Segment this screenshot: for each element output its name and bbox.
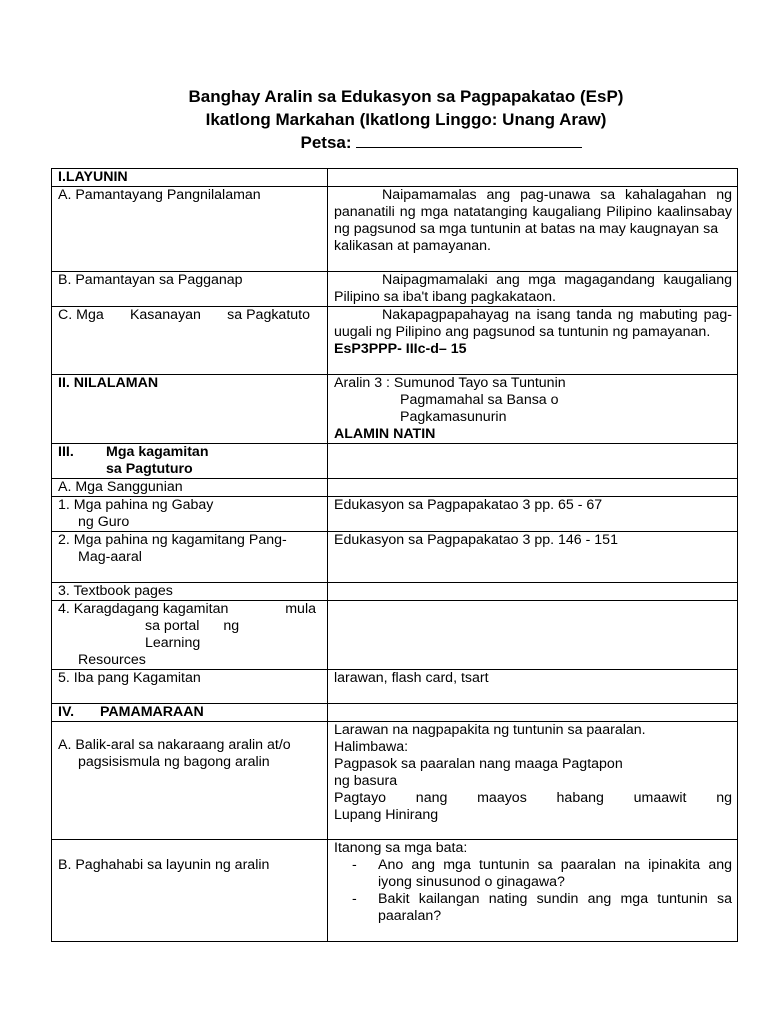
pamantayan-sa-pagganap-text: Naipagmamalaki ang mga magagandang kaugaliang Pilipino sa iba't ibang pagkakataon. xyxy=(328,272,738,307)
table-row xyxy=(52,704,738,722)
balik-aral-line-6: Lupang Hinirang xyxy=(334,807,439,823)
portal-label-4: Resources xyxy=(78,652,146,668)
paghahabi-label-text: B. Paghahabi sa layunin ng aralin xyxy=(58,857,270,873)
paghahabi-content xyxy=(328,840,738,942)
table-row xyxy=(52,601,738,670)
document-title: Banghay Aralin sa Edukasyon sa Pagpapakatao (EsP) xyxy=(188,87,624,106)
kasanayan-label xyxy=(52,307,328,375)
alamin-natin: ALAMIN NATIN xyxy=(334,426,436,442)
date-line xyxy=(57,132,768,154)
table-row xyxy=(52,169,738,187)
layunin-heading: I.LAYUNIN xyxy=(52,169,328,187)
paghahabi-label xyxy=(52,840,328,942)
pamantayan-sa-pagganap-label: B. Pamantayan sa Pagganap xyxy=(52,272,328,307)
date-label: Petsa: xyxy=(300,133,352,152)
mag-aaral-value: Edukasyon sa Pagpapakatao 3 pp. 146 - 151 xyxy=(328,532,738,583)
balik-aral-line-5: Pagtayo nang maayos habang umaawit ng xyxy=(334,790,732,806)
aralin-subtitle-1: Pagmamahal sa Bansa o xyxy=(400,392,559,408)
kasanayan-label-2: Kasanayan xyxy=(129,307,201,323)
portal-label-1a: 4. Karagdagang kagamitan xyxy=(58,601,229,617)
kagamitan-heading xyxy=(52,444,328,479)
aralin-title: Aralin 3 : Sumunod Tayo sa Tuntunin xyxy=(334,375,566,391)
table-row xyxy=(52,497,738,532)
table-row xyxy=(52,307,738,375)
pamamaraan-heading xyxy=(52,704,328,722)
iba-pang-kagamitan-value: larawan, flash card, tsart xyxy=(328,670,738,704)
kagamitan-number: III. xyxy=(58,444,74,460)
kasanayan-label-3: sa Pagkatuto xyxy=(227,307,310,323)
balik-aral-label-1: A. Balik-aral sa nakaraang aralin at/o xyxy=(58,737,291,753)
mag-aaral-label-2: Mag-aaral xyxy=(78,549,142,565)
document-subtitle: Ikatlong Markahan (Ikatlong Linggo: Unang Araw) xyxy=(205,110,607,129)
table-row xyxy=(52,840,738,942)
balik-aral-content xyxy=(328,722,738,840)
kasanayan-text xyxy=(328,307,738,375)
table-row xyxy=(52,375,738,444)
empty-cell xyxy=(328,479,738,497)
balik-aral-line-1: Larawan na nagpapakita ng tuntunin sa paaralan. xyxy=(334,722,646,738)
pamantayang-pangnilalaman-text xyxy=(328,187,738,272)
list-item xyxy=(334,857,732,891)
question-1: Ano ang mga tuntunin sa paaralan na ipinakita ang iyong sinusunod o ginagawa? xyxy=(378,857,732,890)
kasanayan-label-1: C. Mga xyxy=(58,307,104,323)
textbook-label: 3. Textbook pages xyxy=(52,583,328,601)
balik-aral-line-3: Pagpasok sa paaralan nang maaga Pagtapon xyxy=(334,756,623,772)
portal-label-2a: sa portal xyxy=(145,618,200,634)
mag-aaral-label-1: 2. Mga pahina ng kagamitang Pang- xyxy=(58,532,287,548)
kasanayan-body: Nakapagpapahayag na isang tanda ng mabuting pag-uugali ng Pilipino ang pagsunod sa tuntunin ng pamayanan. xyxy=(334,307,732,340)
portal-label-2b: ng xyxy=(223,618,240,634)
iba-pang-kagamitan-label: 5. Iba pang Kagamitan xyxy=(52,670,328,704)
pamamaraan-title: PAMAMARAAN xyxy=(100,704,204,720)
gabay-label-1: 1. Mga pahina ng Gabay xyxy=(58,497,214,513)
nilalaman-heading: II. NILALAMAN xyxy=(52,375,328,444)
pamantayang-pangnilalaman-end: kalikasan at pamayanan. xyxy=(334,238,491,254)
pamantayang-pangnilalaman-label: A. Pamantayang Pangnilalaman xyxy=(52,187,328,272)
gabay-label-2: ng Guro xyxy=(78,514,130,530)
empty-cell xyxy=(328,444,738,479)
pamantayang-pangnilalaman-body: Naipamamalas ang pag-unawa sa kahalagahan ng pananatili ng mga natatanging kaugaliang Pilipino kaalinsabay ng pagsunod sa mga tuntunin at batas na may kaugnayan sa xyxy=(334,187,732,237)
table-row xyxy=(52,444,738,479)
table-row xyxy=(52,479,738,497)
mag-aaral-label xyxy=(52,532,328,583)
gabay-value: Edukasyon sa Pagpapakatao 3 pp. 65 - 67 xyxy=(328,497,738,532)
sanggunian-label: A. Mga Sanggunian xyxy=(52,479,328,497)
balik-aral-line-2: Halimbawa: xyxy=(334,739,409,755)
balik-aral-label-2: pagsisismula ng bagong aralin xyxy=(78,754,270,770)
table-row xyxy=(52,187,738,272)
gabay-label xyxy=(52,497,328,532)
pamamaraan-number: IV. xyxy=(58,704,75,720)
dash-bullet: - xyxy=(352,891,357,907)
table-row xyxy=(52,670,738,704)
empty-cell xyxy=(328,704,738,722)
empty-cell xyxy=(328,169,738,187)
balik-aral-label xyxy=(52,722,328,840)
table-row xyxy=(52,722,738,840)
kagamitan-heading-2: sa Pagtuturo xyxy=(106,461,193,477)
empty-cell xyxy=(328,601,738,670)
table-row xyxy=(52,272,738,307)
aralin-subtitle-2: Pagkamasunurin xyxy=(400,409,507,425)
portal-label-1b: mula xyxy=(285,601,316,617)
dash-bullet: - xyxy=(352,857,357,873)
nilalaman-content xyxy=(328,375,738,444)
table-row xyxy=(52,532,738,583)
date-blank xyxy=(356,133,582,148)
question-2: Bakit kailangan nating sundin ang mga tuntunin sa paaralan? xyxy=(378,891,732,924)
paghahabi-intro: Itanong sa mga bata: xyxy=(334,840,468,856)
empty-cell xyxy=(328,583,738,601)
lesson-plan-table xyxy=(51,168,738,942)
competency-code: EsP3PPP- IIIc-d– 15 xyxy=(334,341,467,357)
portal-label-3: Learning xyxy=(145,635,201,651)
kagamitan-heading-1: Mga kagamitan xyxy=(106,444,209,460)
portal-label xyxy=(52,601,328,670)
balik-aral-line-4: ng basura xyxy=(334,773,398,789)
list-item xyxy=(334,891,732,925)
table-row xyxy=(52,583,738,601)
